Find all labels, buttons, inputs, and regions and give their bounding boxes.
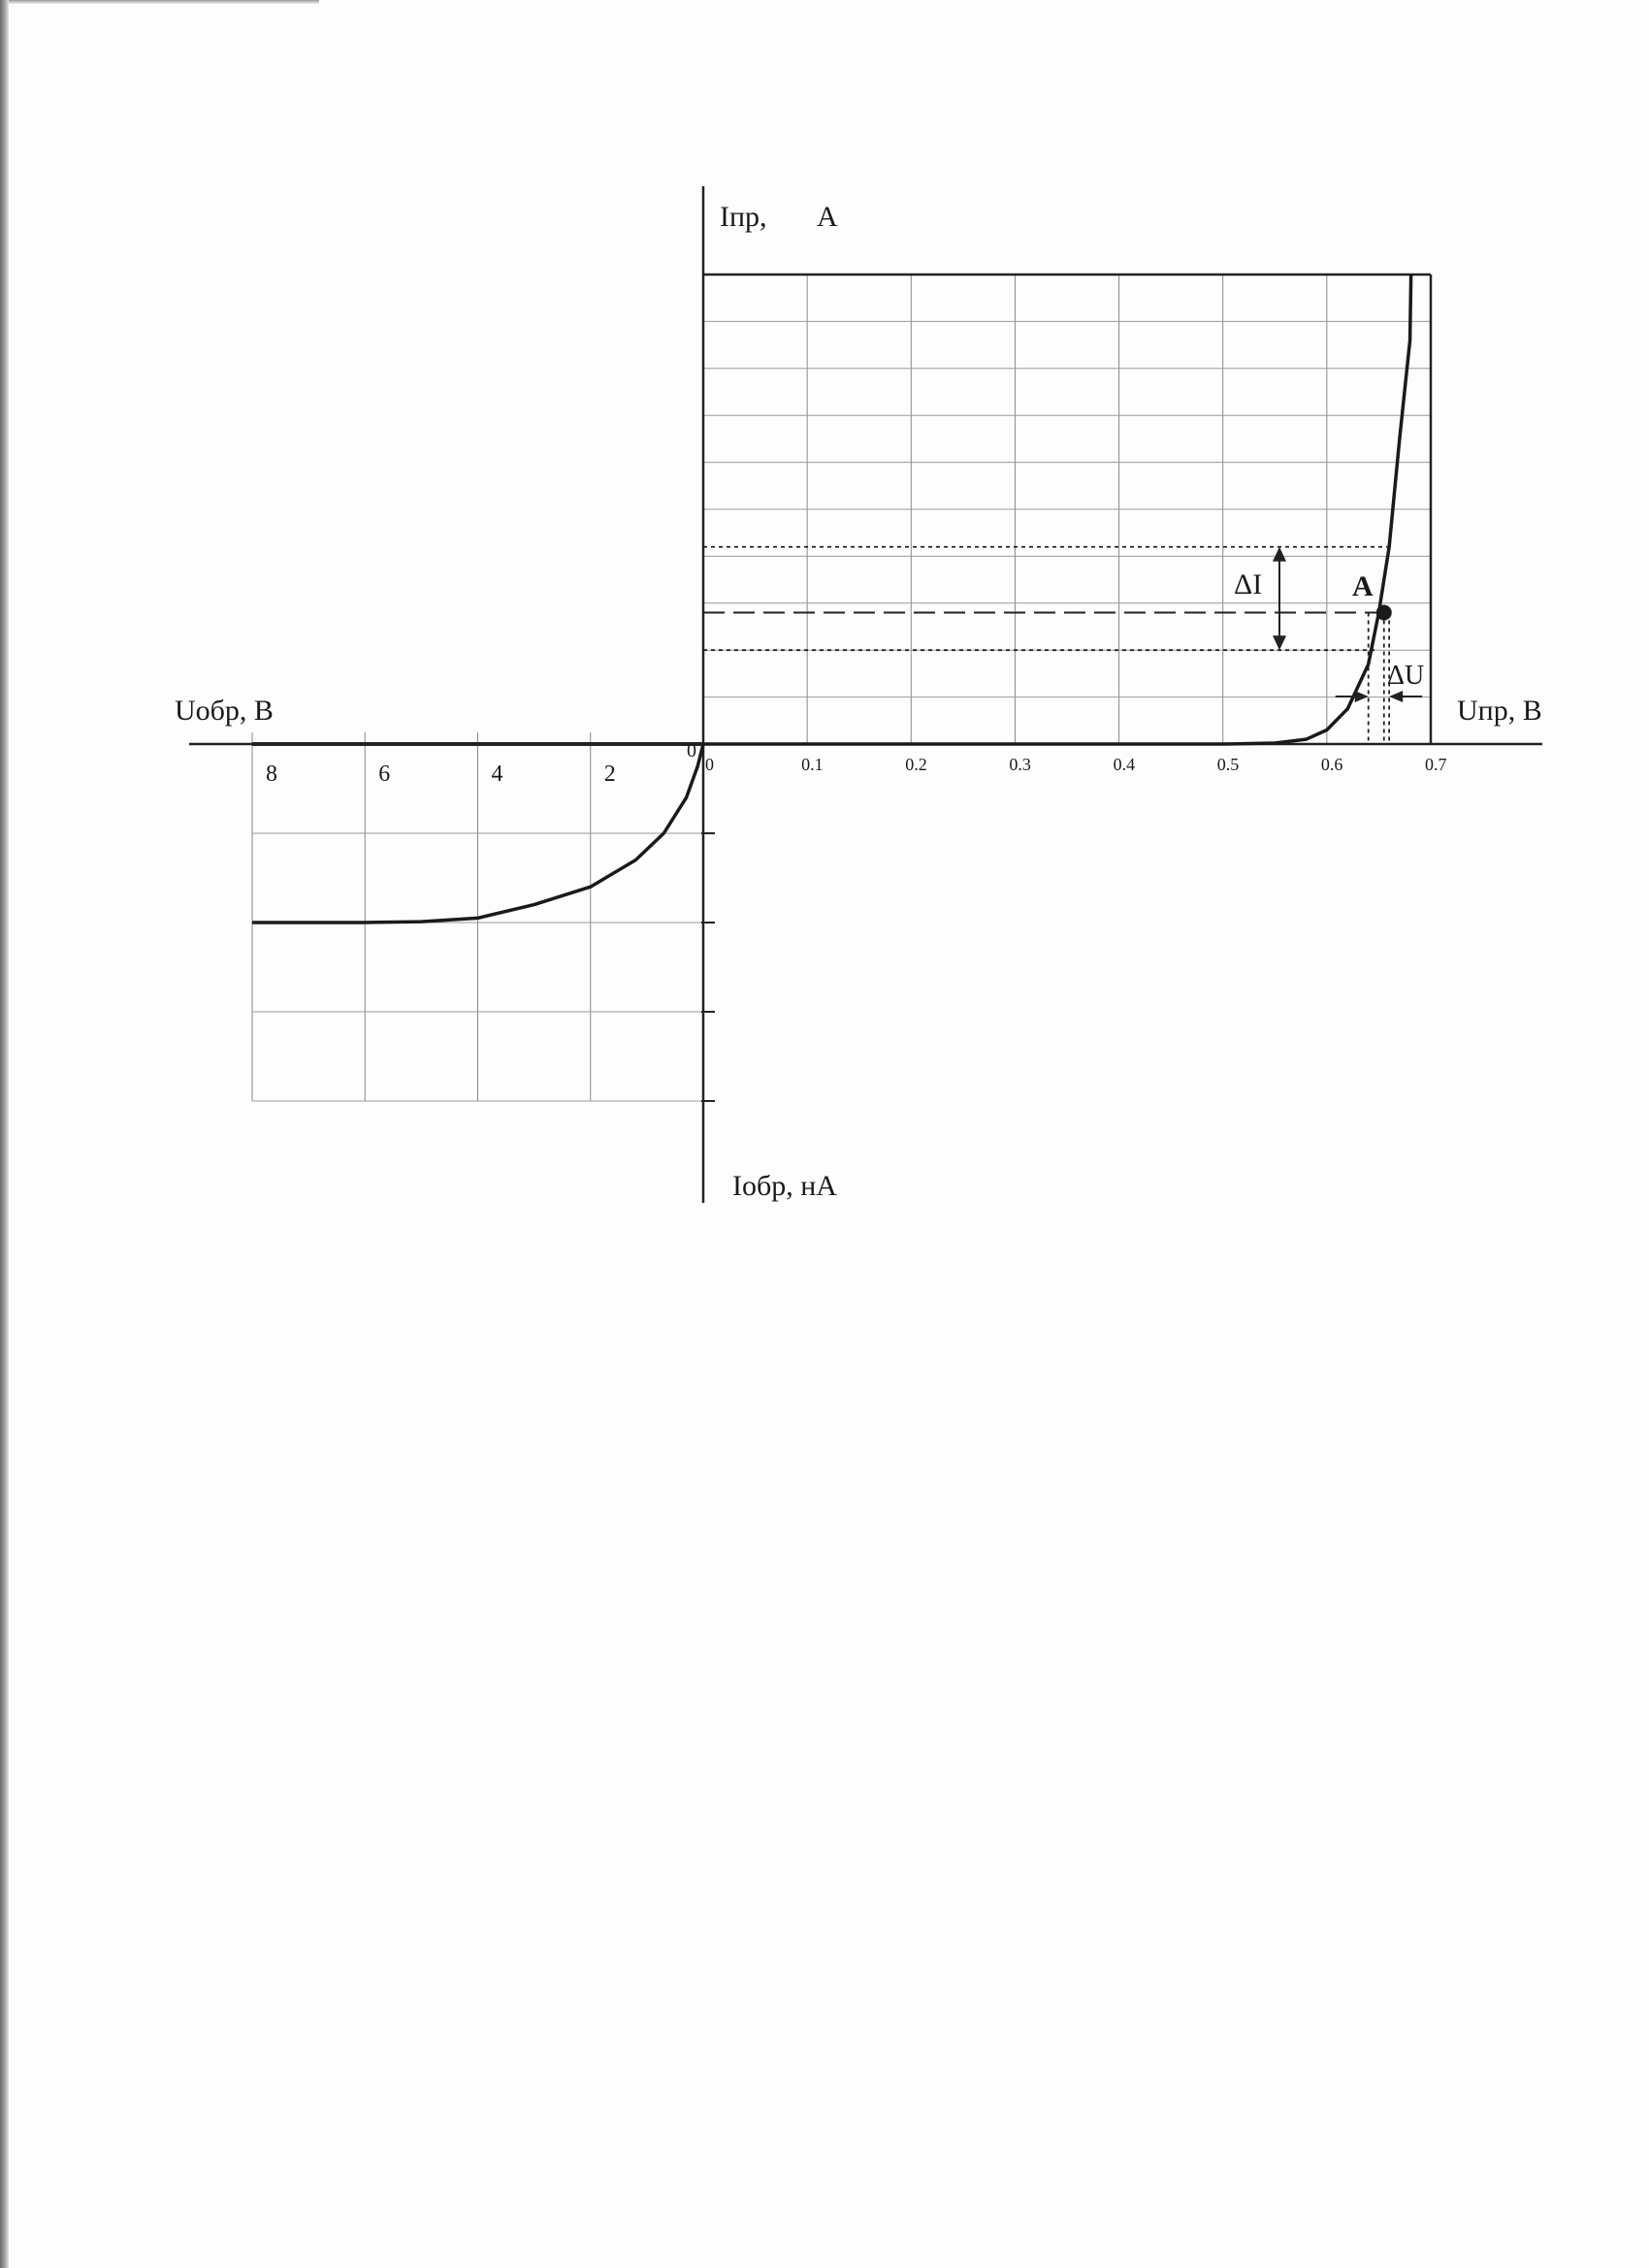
origin-label: 0	[687, 740, 696, 761]
delta-i-arrowhead-up	[1273, 547, 1286, 562]
point-a-marker	[1376, 604, 1392, 620]
x-tick-reverse: 6	[378, 761, 391, 787]
delta-u-arrowhead-left	[1355, 691, 1369, 702]
y-axis-reverse-label: Iобр, нА	[732, 1170, 837, 1202]
x-tick-reverse: 4	[491, 761, 503, 787]
axes	[189, 186, 1542, 1203]
x-tick-forward: 0.4	[1113, 755, 1136, 774]
delta-u-label: ΔU	[1387, 661, 1425, 691]
x-tick-forward: 0.6	[1320, 755, 1343, 774]
x-tick-reverse: 8	[266, 761, 277, 787]
y-axis-forward-unit: A	[817, 201, 838, 233]
x-tick-forward: 0.5	[1216, 755, 1240, 774]
x-tick-forward: 0.2	[905, 755, 927, 774]
point-a-label: A	[1352, 570, 1374, 602]
x-tick-forward: 0.1	[801, 755, 824, 774]
x-tick-forward: 0	[705, 755, 714, 774]
x-axis-reverse-label: Uобр, В	[175, 695, 274, 727]
x-tick-forward: 0.3	[1009, 755, 1031, 774]
y-axis-forward-label: Iпр,	[720, 201, 767, 233]
delta-i-arrowhead-down	[1273, 635, 1286, 650]
x-tick-forward: 0.7	[1425, 755, 1447, 774]
delta-i-label: ΔI	[1234, 568, 1263, 600]
x-tick-reverse: 2	[603, 761, 616, 787]
x-axis-forward-label: Uпр, В	[1457, 695, 1542, 727]
forward-grid	[703, 275, 1431, 744]
delta-u-arrowhead-right	[1389, 691, 1403, 702]
